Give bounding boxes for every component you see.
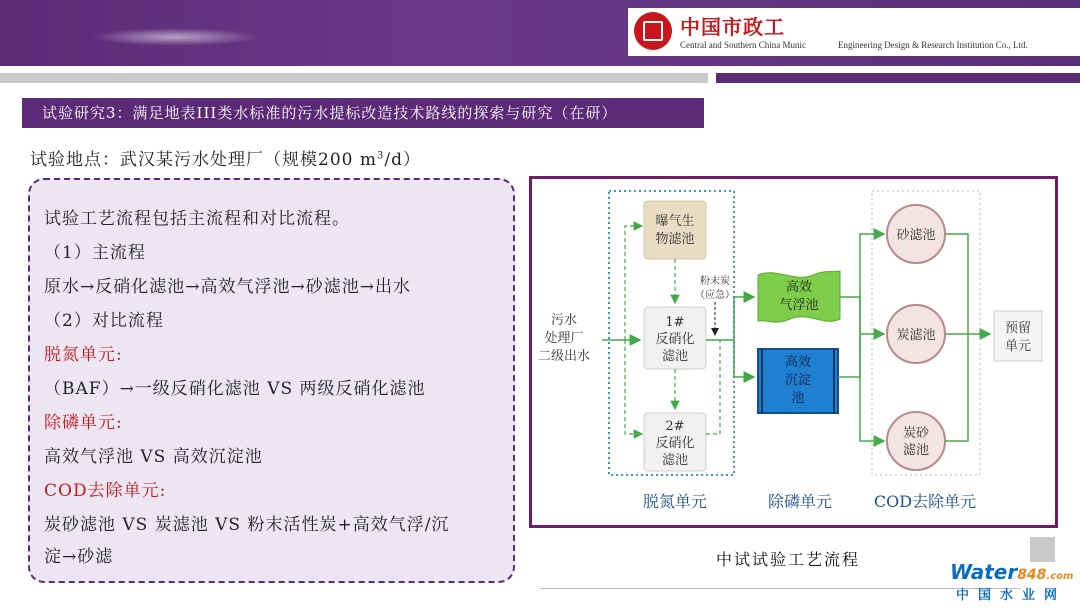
org-name-en-left: Central and Southern China Munic — [680, 40, 806, 50]
denit1-label-3: 滤池 — [661, 349, 689, 364]
sedimentation-label-2: 沉淀 — [784, 373, 812, 388]
denitrification-compare: （BAF）→一级反硝化滤池 VS 两级反硝化滤池 — [44, 379, 426, 399]
main-flow-text: 原水→反硝化滤池→高效气浮池→砂滤池→出水 — [44, 277, 411, 297]
denit1-label-1: 1# — [665, 315, 685, 330]
divider-purple — [716, 73, 1080, 83]
cod-compare-1: 炭砂滤池 VS 炭滤池 VS 粉末活性炭+高效气浮/沉 — [44, 515, 450, 535]
phosphorus-compare: 高效气浮池 VS 高效沉淀池 — [44, 447, 263, 467]
denitrification-unit-label: 脱氮单元: — [44, 345, 123, 365]
input-label-1: 污水 — [550, 313, 578, 328]
flotation-label-1: 高效 — [785, 280, 813, 295]
carbon-sand-label-1: 炭砂 — [902, 426, 930, 441]
baf-label-2: 物滤池 — [655, 232, 695, 247]
cod-unit-label: COD去除单元: — [44, 481, 167, 501]
input-label-3: 二级出水 — [537, 349, 591, 364]
denit2-label-3: 滤池 — [661, 453, 689, 468]
denit1-label-2: 反硝化 — [655, 332, 695, 347]
arrow-to-sedimentation — [734, 340, 754, 377]
carbon-note-1: 粉末炭 — [700, 276, 730, 287]
carbon-sand-filter-circle — [887, 412, 945, 470]
footer-line — [540, 588, 1020, 589]
sand-filter-label: 砂滤池 — [896, 228, 936, 243]
unit-label-phosphorus: 除磷单元 — [767, 492, 833, 511]
org-name-en-right: Engineering Design & Research Institution Co., Ltd. — [838, 40, 1028, 50]
compare-flow-heading: （2）对比流程 — [44, 311, 164, 331]
arrow-to-denit2 — [625, 340, 642, 434]
unit-label-cod: COD去除单元 — [873, 492, 977, 511]
input-label-2: 处理厂 — [544, 331, 584, 346]
unit-label-denitrification: 脱氮单元 — [642, 492, 708, 511]
watermark-brand: Water848.com — [950, 560, 1074, 584]
header-smudge — [90, 28, 260, 46]
sedimentation-label-1: 高效 — [784, 355, 812, 370]
divider-gray — [0, 73, 708, 83]
output-label-2: 单元 — [1004, 339, 1032, 354]
line-filters-out — [945, 234, 968, 441]
company-logo-icon — [634, 12, 672, 50]
arrow-to-flotation — [734, 297, 754, 340]
baf-label-1: 曝气生 — [655, 214, 695, 229]
process-flow-diagram — [529, 176, 1058, 528]
main-flow-heading: （1）主流程 — [44, 243, 146, 263]
denit2-label-2: 反硝化 — [655, 436, 695, 451]
diagram-caption: 中试试验工艺流程 — [716, 550, 861, 569]
sedimentation-label-3: 池 — [791, 391, 805, 406]
arrow-denit2-return — [706, 340, 720, 434]
intro-line: 试验工艺流程包括主流程和对比流程。 — [44, 209, 350, 229]
corner-square — [1030, 537, 1055, 562]
org-name-cn: 中国市政工 — [680, 15, 785, 39]
test-location: 试验地点：武汉某污水处理厂（规模200 $m^3/d$） — [30, 150, 421, 170]
carbon-note-2: （应急） — [695, 290, 735, 301]
watermark-cn: 中国水业网 — [956, 588, 1067, 603]
line-merge — [838, 297, 860, 377]
denit2-label-1: 2# — [665, 419, 685, 434]
arrow-to-baf — [625, 226, 642, 340]
cod-compare-2: 淀→砂滤 — [44, 547, 114, 567]
carbon-sand-label-2: 滤池 — [902, 443, 930, 458]
output-label-1: 预留 — [1004, 321, 1032, 336]
slide-title: 试验研究3：满足地表III类水标准的污水提标改造技术路线的探索与研究（在研） — [22, 98, 704, 128]
carbon-filter-label: 炭滤池 — [896, 328, 936, 343]
baf-box — [644, 201, 706, 259]
flotation-box — [758, 271, 840, 322]
flotation-label-2: 气浮池 — [779, 298, 819, 313]
phosphorus-unit-label: 除磷单元: — [44, 413, 123, 433]
flow-diagram-svg — [532, 179, 1055, 525]
